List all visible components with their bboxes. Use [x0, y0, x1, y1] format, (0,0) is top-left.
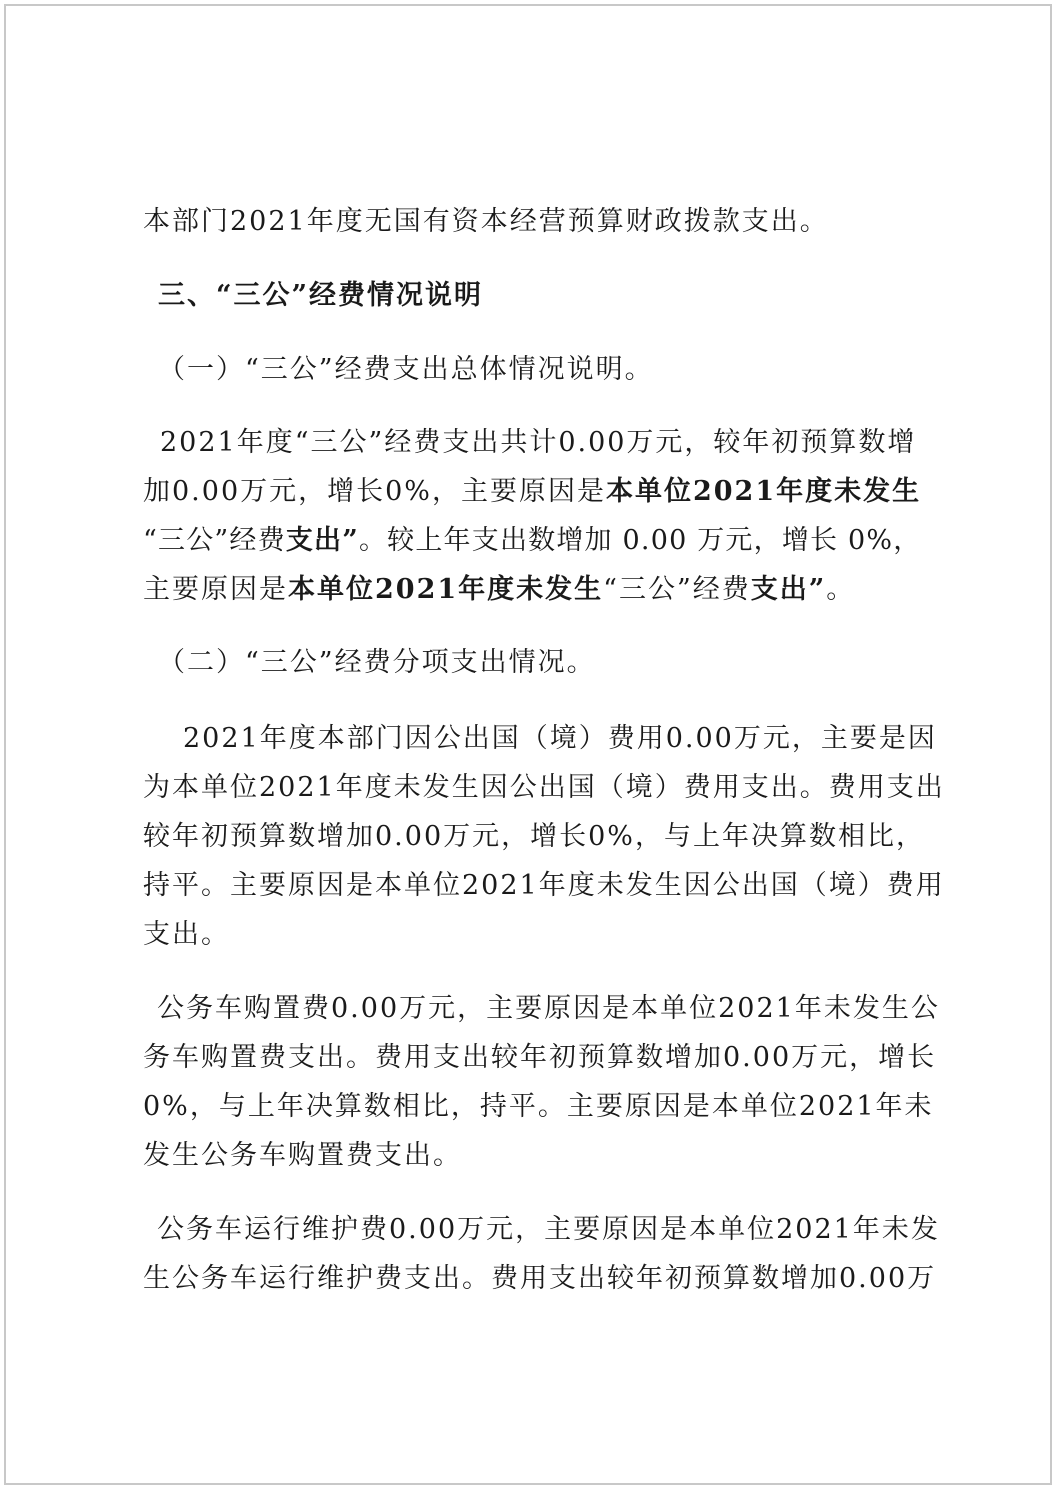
vehicle-maintenance-paragraph — [143, 1205, 943, 1303]
paragraph-line — [143, 565, 943, 614]
paragraph-line: 为本单位2021年度未发生因公出国（境）费用支出。费用支出 — [143, 772, 945, 803]
paragraph-line: 务车购置费支出。费用支出较年初预算数增加0.00万元，增长 — [143, 1042, 937, 1073]
section-heading: 三、“三公”经费情况说明 — [158, 280, 484, 311]
paragraph-bold-text: 支出” — [750, 574, 827, 605]
paragraph-line — [143, 467, 943, 516]
paragraph-line: 发生公务车购置费支出。 — [143, 1140, 462, 1171]
overseas-paragraph — [143, 714, 943, 959]
intro-line: 本部门2021年度无国有资本经营预算财政拨款支出。 — [143, 206, 829, 237]
paragraph-line: 较年初预算数增加0.00万元，增长0%，与上年决算数相比， — [143, 821, 925, 852]
paragraph-line — [143, 516, 943, 565]
paragraph-bold-text: 本单位2021年度未发生 — [605, 476, 922, 507]
paragraph-text: “三公”经费 — [603, 574, 751, 605]
paragraph-line: 0%，与上年决算数相比，持平。主要原因是本单位2021年未 — [143, 1091, 934, 1122]
subsection-heading-1: （一）“三公”经费支出总体情况说明。 — [158, 354, 654, 385]
overall-paragraph — [143, 418, 943, 614]
paragraph-text: 。较上年支出数增加 0.00 万元，增长 0%， — [358, 525, 922, 556]
paragraph-line: 公务车购置费0.00万元，主要原因是本单位2021年未发生公 — [157, 993, 940, 1024]
paragraph-line: 公务车运行维护费0.00万元，主要原因是本单位2021年未发 — [157, 1214, 940, 1245]
paragraph-bold-text: 本单位2021年度未发生 — [288, 574, 604, 605]
paragraph-line: 生公务车运行维护费支出。费用支出较年初预算数增加0.00万 — [143, 1263, 937, 1294]
paragraph-line: 支出。 — [143, 919, 230, 950]
paragraph-line: 持平。主要原因是本单位2021年度未发生因公出国（境）费用 — [143, 870, 945, 901]
paragraph-bold-text: 支出” — [285, 525, 359, 556]
subsection-heading-2: （二）“三公”经费分项支出情况。 — [158, 647, 596, 678]
paragraph-text: 加0.00万元，增长0%，主要原因是 — [143, 476, 606, 507]
paragraph-line: 2021年度“三公”经费支出共计0.00万元，较年初预算数增 — [160, 427, 917, 458]
paragraph-text: “三公”经费 — [143, 525, 286, 556]
paragraph-line: 2021年度本部门因公出国（境）费用0.00万元，主要是因 — [183, 723, 937, 754]
intro-paragraph — [143, 197, 943, 246]
paragraph-text: 。 — [826, 574, 856, 605]
paragraph-text: 主要原因是 — [143, 574, 288, 605]
vehicle-purchase-paragraph — [143, 984, 943, 1180]
